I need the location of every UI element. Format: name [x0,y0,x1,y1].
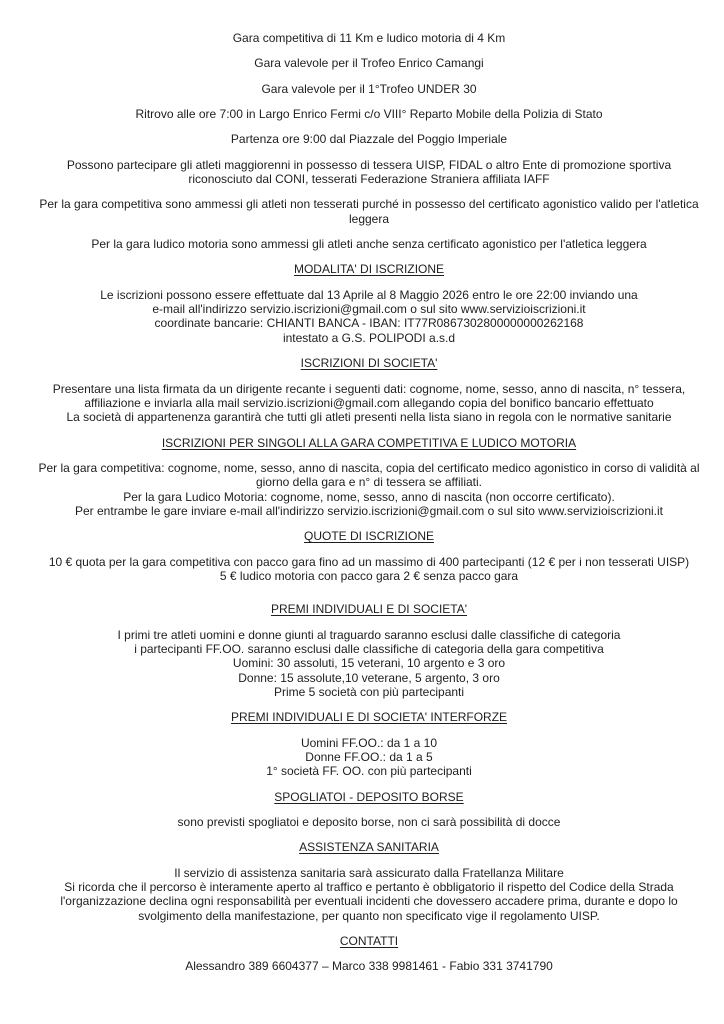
paragraph [14,82,724,96]
paragraph [14,197,724,226]
paragraph [14,382,724,425]
text-line: Per la gara Ludico Motoria: cognome, nome, sesso, anno di nascita (non occorre certificato). [123,489,615,504]
text-line: Il servizio di assistenza sanitaria sarà assicurato dalla Fratellanza Militare [174,865,564,880]
text-line: Ritrovo alle ore 7:00 in Largo Enrico Fermi c/o VIII° Reparto Mobile della Polizia di Stato [135,107,603,122]
paragraph [14,461,724,518]
text-line: Presentare una lista firmata da un dirigente recante i seguenti dati: cognome, nome, sesso, anno di nascita, n° tessera, [52,381,686,396]
paragraph [14,815,724,829]
text-line: intestato a G.S. POLIPODI a.s.d [282,330,456,345]
section-heading [14,262,724,276]
section-heading [14,356,724,370]
text-line: Per la gara competitiva: cognome, nome, sesso, anno di nascita, copia del certificato medico agonistico in corso di validità al [38,460,700,475]
section-heading-text: CONTATTI [339,934,399,949]
text-line: e-mail all'indirizzo servizio.iscrizioni@gmail.com o sul sito www.servizioiscrizioni.it [152,302,586,317]
section-heading [14,529,724,543]
section-heading [14,840,724,854]
text-line: La società di appartenenza garantirà che tutti gli atleti presenti nella lista siano in regola con le normative sanitarie [66,410,672,425]
text-line: 5 € ludico motoria con pacco gara 2 € senza pacco gara [219,568,519,583]
text-line: I primi tre atleti uomini e donne giunti al traguardo saranno esclusi dalle classifiche di categoria [117,627,621,642]
text-line: coordinate bancarie: CHIANTI BANCA - IBAN: IT77R0867302800000000262168 [154,316,584,331]
section-heading [14,934,724,948]
text-line: 1° società FF. OO. con più partecipanti [266,764,472,779]
text-line: Prime 5 società con più partecipanti [273,685,465,699]
section-heading-text: PREMI INDIVIDUALI E DI SOCIETA' INTERFORZE [230,710,508,725]
paragraph [14,959,724,973]
section-heading-text: ASSISTENZA SANITARIA [299,840,439,855]
text-line: Uomini: 30 assoluti, 15 veterani, 10 argento e 3 oro [232,656,506,671]
section-heading [14,602,724,616]
section-heading-text: PREMI INDIVIDUALI E DI SOCIETA' [270,602,468,617]
text-line: Per la gara ludico motoria sono ammessi gli atleti anche senza certificato agonistico per l'atletica leggera [91,237,647,252]
section-heading [14,790,724,804]
text-line: l'organizzazione declina ogni responsabilità per eventuali incidenti che dovessero accadere prima, durante e dopo lo [60,894,678,909]
section-heading-text: ISCRIZIONI DI SOCIETA' [300,356,438,371]
text-line: Per la gara competitiva sono ammessi gli atleti non tesserati purché in possesso del certificato agonistico valido per l'atletica [39,197,699,212]
text-line: Donne FF.OO.: da 1 a 5 [305,750,433,765]
section-heading-text: ISCRIZIONI PER SINGOLI ALLA GARA COMPETITIVA E LUDICO MOTORIA [161,435,577,450]
paragraph [14,288,724,345]
paragraph [14,56,724,70]
text-line: Gara valevole per il 1°Trofeo UNDER 30 [261,81,477,96]
section-heading [14,436,724,450]
text-line: Si ricorda che il percorso è interamente aperto al traffico e pertanto è obbligatorio il rispetto del Codice della Strada [64,880,674,895]
section-heading-text: QUOTE DI ISCRIZIONE [303,529,434,544]
text-line: Gara competitiva di 11 Km e ludico motoria di 4 Km [232,31,506,45]
text-line: i partecipanti FF.OO. saranno esclusi dalle classifiche di categoria della gara competitiva [134,641,604,656]
text-line: Alessandro 389 6604377 – Marco 338 9981461 - Fabio 331 3741790 [185,959,553,974]
paragraph [14,736,724,779]
text-line: Per entrambe le gare inviare e-mail all'indirizzo servizio.iscrizioni@gmail.com o sul sito www.servizioiscrizioni.it [75,503,663,518]
section-heading-text: MODALITA' DI ISCRIZIONE [293,262,445,277]
text-line: Donne: 15 assolute,10 veterane, 5 argento, 3 oro [238,670,500,685]
text-line: Uomini FF.OO.: da 1 a 10 [300,735,438,750]
text-line: Partenza ore 9:00 dal Piazzale del Poggio Imperiale [230,132,508,147]
text-line: leggera [348,211,390,226]
paragraph [14,237,724,251]
text-line: giorno della gara e n° di tessera se affiliati. [255,475,483,490]
section-heading [14,710,724,724]
text-line: sono previsti spogliatoi e deposito borse, non ci sarà possibilità di docce [177,815,561,830]
paragraph [14,628,724,700]
paragraph [14,107,724,121]
text-line: Gara valevole per il Trofeo Enrico Camangi [254,56,484,71]
text-line: riconosciuto dal CONI, tesserati Federazione Straniera affiliata IAFF [188,172,550,187]
section-heading-text: SPOGLIATOI - DEPOSITO BORSE [274,789,464,804]
paragraph [14,132,724,146]
text-line: Possono partecipare gli atleti maggiorenni in possesso di tessera UISP, FIDAL o altro Ente di promozione sportiva [66,157,672,172]
paragraph [14,866,724,923]
paragraph [14,31,724,45]
text-line: Le iscrizioni possono essere effettuate dal 13 Aprile al 8 Maggio 2026 entro le ore 22:00 inviando una [100,287,638,302]
paragraph [14,555,724,584]
text-line: svolgimento della manifestazione, per quanto non specificato vige il regolamento UISP. [138,908,600,923]
paragraph [14,158,724,187]
text-line: 10 € quota per la gara competitiva con pacco gara fino ad un massimo di 400 partecipanti (12 € per i non tesserati UISP) [48,554,690,569]
text-line: affiliazione e inviarla alla mail servizio.iscrizioni@gmail.com allegando copia del bonifico bancario effettuato [84,395,654,410]
